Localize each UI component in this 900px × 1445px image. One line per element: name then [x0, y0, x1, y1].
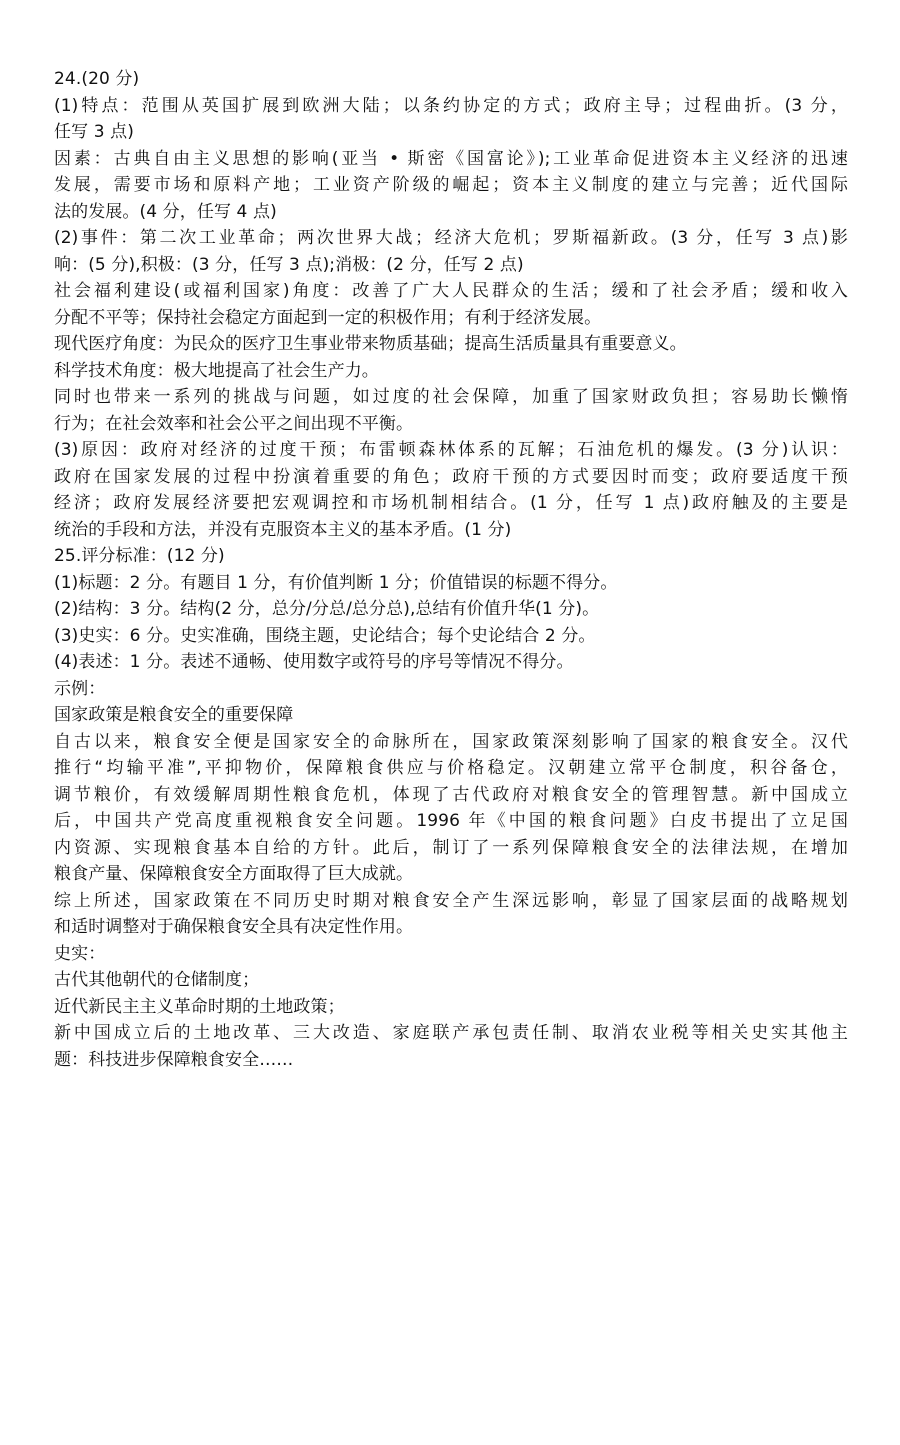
text-line: 近代新民主主义革命时期的土地政策； — [54, 996, 345, 1017]
text-line: 24.(20 分) — [54, 69, 140, 89]
text-line: 题：科技进步保障粮食安全…… — [54, 1049, 294, 1070]
text-line: 现代医疗角度：为民众的医疗卫生事业带来物质基础；提高生活质量具有重要意义。 — [54, 334, 687, 354]
text-line: 响：(5 分),积极：(3 分，任写 3 点);消极：(2 分，任写 2 点) — [54, 254, 524, 275]
text-line: (1)特点：范围从英国扩展到欧洲大陆；以条约协定的方式；政府主导；过程曲折。(3 分， — [54, 95, 848, 116]
text-line: 行为；在社会效率和社会公平之间出现不平衡。 — [54, 413, 414, 434]
text-line: 因素：古典自由主义思想的影响(亚当 • 斯密《国富论》);工业革命促进资本主义经济的迅速 — [54, 148, 848, 169]
text-line: (3)史实：6 分。史实准确，围绕主题，史论结合；每个史论结合 2 分。 — [54, 625, 596, 646]
text-line: 示例： — [54, 678, 106, 699]
text-line: 推行“均输平准”,平抑物价，保障粮食供应与价格稳定。汉朝建立常平仓制度，积谷备仓， — [54, 758, 848, 778]
text-line: (3)原因：政府对经济的过度干预；布雷顿森林体系的瓦解；石油危机的爆发。(3 分)认识： — [54, 440, 848, 460]
text-line: 内资源、实现粮食基本自给的方针。此后，制订了一系列保障粮食安全的法律法规，在增加 — [54, 837, 848, 858]
text-line: 社会福利建设(或福利国家)角度：改善了广大人民群众的生活；缓和了社会矛盾；缓和收入 — [54, 281, 848, 301]
text-line: 粮食产量、保障粮食安全方面取得了巨大成就。 — [54, 864, 414, 884]
text-line: 科学技术角度：极大地提高了社会生产力。 — [54, 360, 379, 381]
text-line: 统治的手段和方法，并没有克服资本主义的基本矛盾。(1 分) — [54, 519, 512, 540]
text-line: 后，中国共产党高度重视粮食安全问题。1996 年《中国的粮食问题》白皮书提出了立足国 — [54, 811, 848, 831]
text-line: 史实： — [54, 943, 106, 964]
text-line: (2)事件：第二次工业革命；两次世界大战；经济大危机；罗斯福新政。(3 分，任写 3 点)影 — [54, 228, 848, 248]
text-line: (2)结构：3 分。结构(2 分，总分/分总/总分总),总结有价值升华(1 分)。 — [54, 599, 600, 619]
text-line: 发展，需要市场和原料产地；工业资产阶级的崛起；资本主义制度的建立与完善；近代国际 — [54, 175, 848, 195]
text-line: 同时也带来一系列的挑战与问题，如过度的社会保障，加重了国家财政负担；容易助长懒惰 — [54, 387, 848, 407]
text-line: 任写 3 点) — [54, 122, 134, 142]
text-line: 经济；政府发展经济要把宏观调控和市场机制相结合。(1 分，任写 1 点)政府触及的主要是 — [54, 493, 848, 513]
text-line: 法的发展。(4 分，任写 4 点) — [54, 201, 277, 222]
text-line: 自古以来，粮食安全便是国家安全的命脉所在，国家政策深刻影响了国家的粮食安全。汉代 — [54, 731, 848, 752]
text-line: (4)表述：1 分。表述不通畅、使用数字或符号的序号等情况不得分。 — [54, 652, 574, 672]
text-line: 新中国成立后的土地改革、三大改造、家庭联产承包责任制、取消农业税等相关史实其他主 — [54, 1023, 848, 1043]
text-line: 调节粮价，有效缓解周期性粮食危机，体现了古代政府对粮食安全的管理智慧。新中国成立 — [54, 784, 848, 805]
document-body — [54, 66, 848, 1073]
text-line: 和适时调整对于确保粮食安全具有决定性作用。 — [54, 917, 414, 937]
text-line: 分配不平等；保持社会稳定方面起到一定的积极作用；有利于经济发展。 — [54, 307, 602, 328]
text-line: 25.评分标准：(12 分) — [54, 546, 225, 566]
text-line: 古代其他朝代的仓储制度； — [54, 970, 260, 990]
text-line: 政府在国家发展的过程中扮演着重要的角色；政府干预的方式要因时而变；政府要适度干预 — [54, 466, 848, 487]
text-line: 综上所述，国家政策在不同历史时期对粮食安全产生深远影响，彰显了国家层面的战略规划 — [54, 890, 848, 911]
text-line: (1)标题：2 分。有题目 1 分，有价值判断 1 分；价值错误的标题不得分。 — [54, 572, 618, 593]
text-line: 国家政策是粮食安全的重要保障 — [54, 705, 294, 725]
